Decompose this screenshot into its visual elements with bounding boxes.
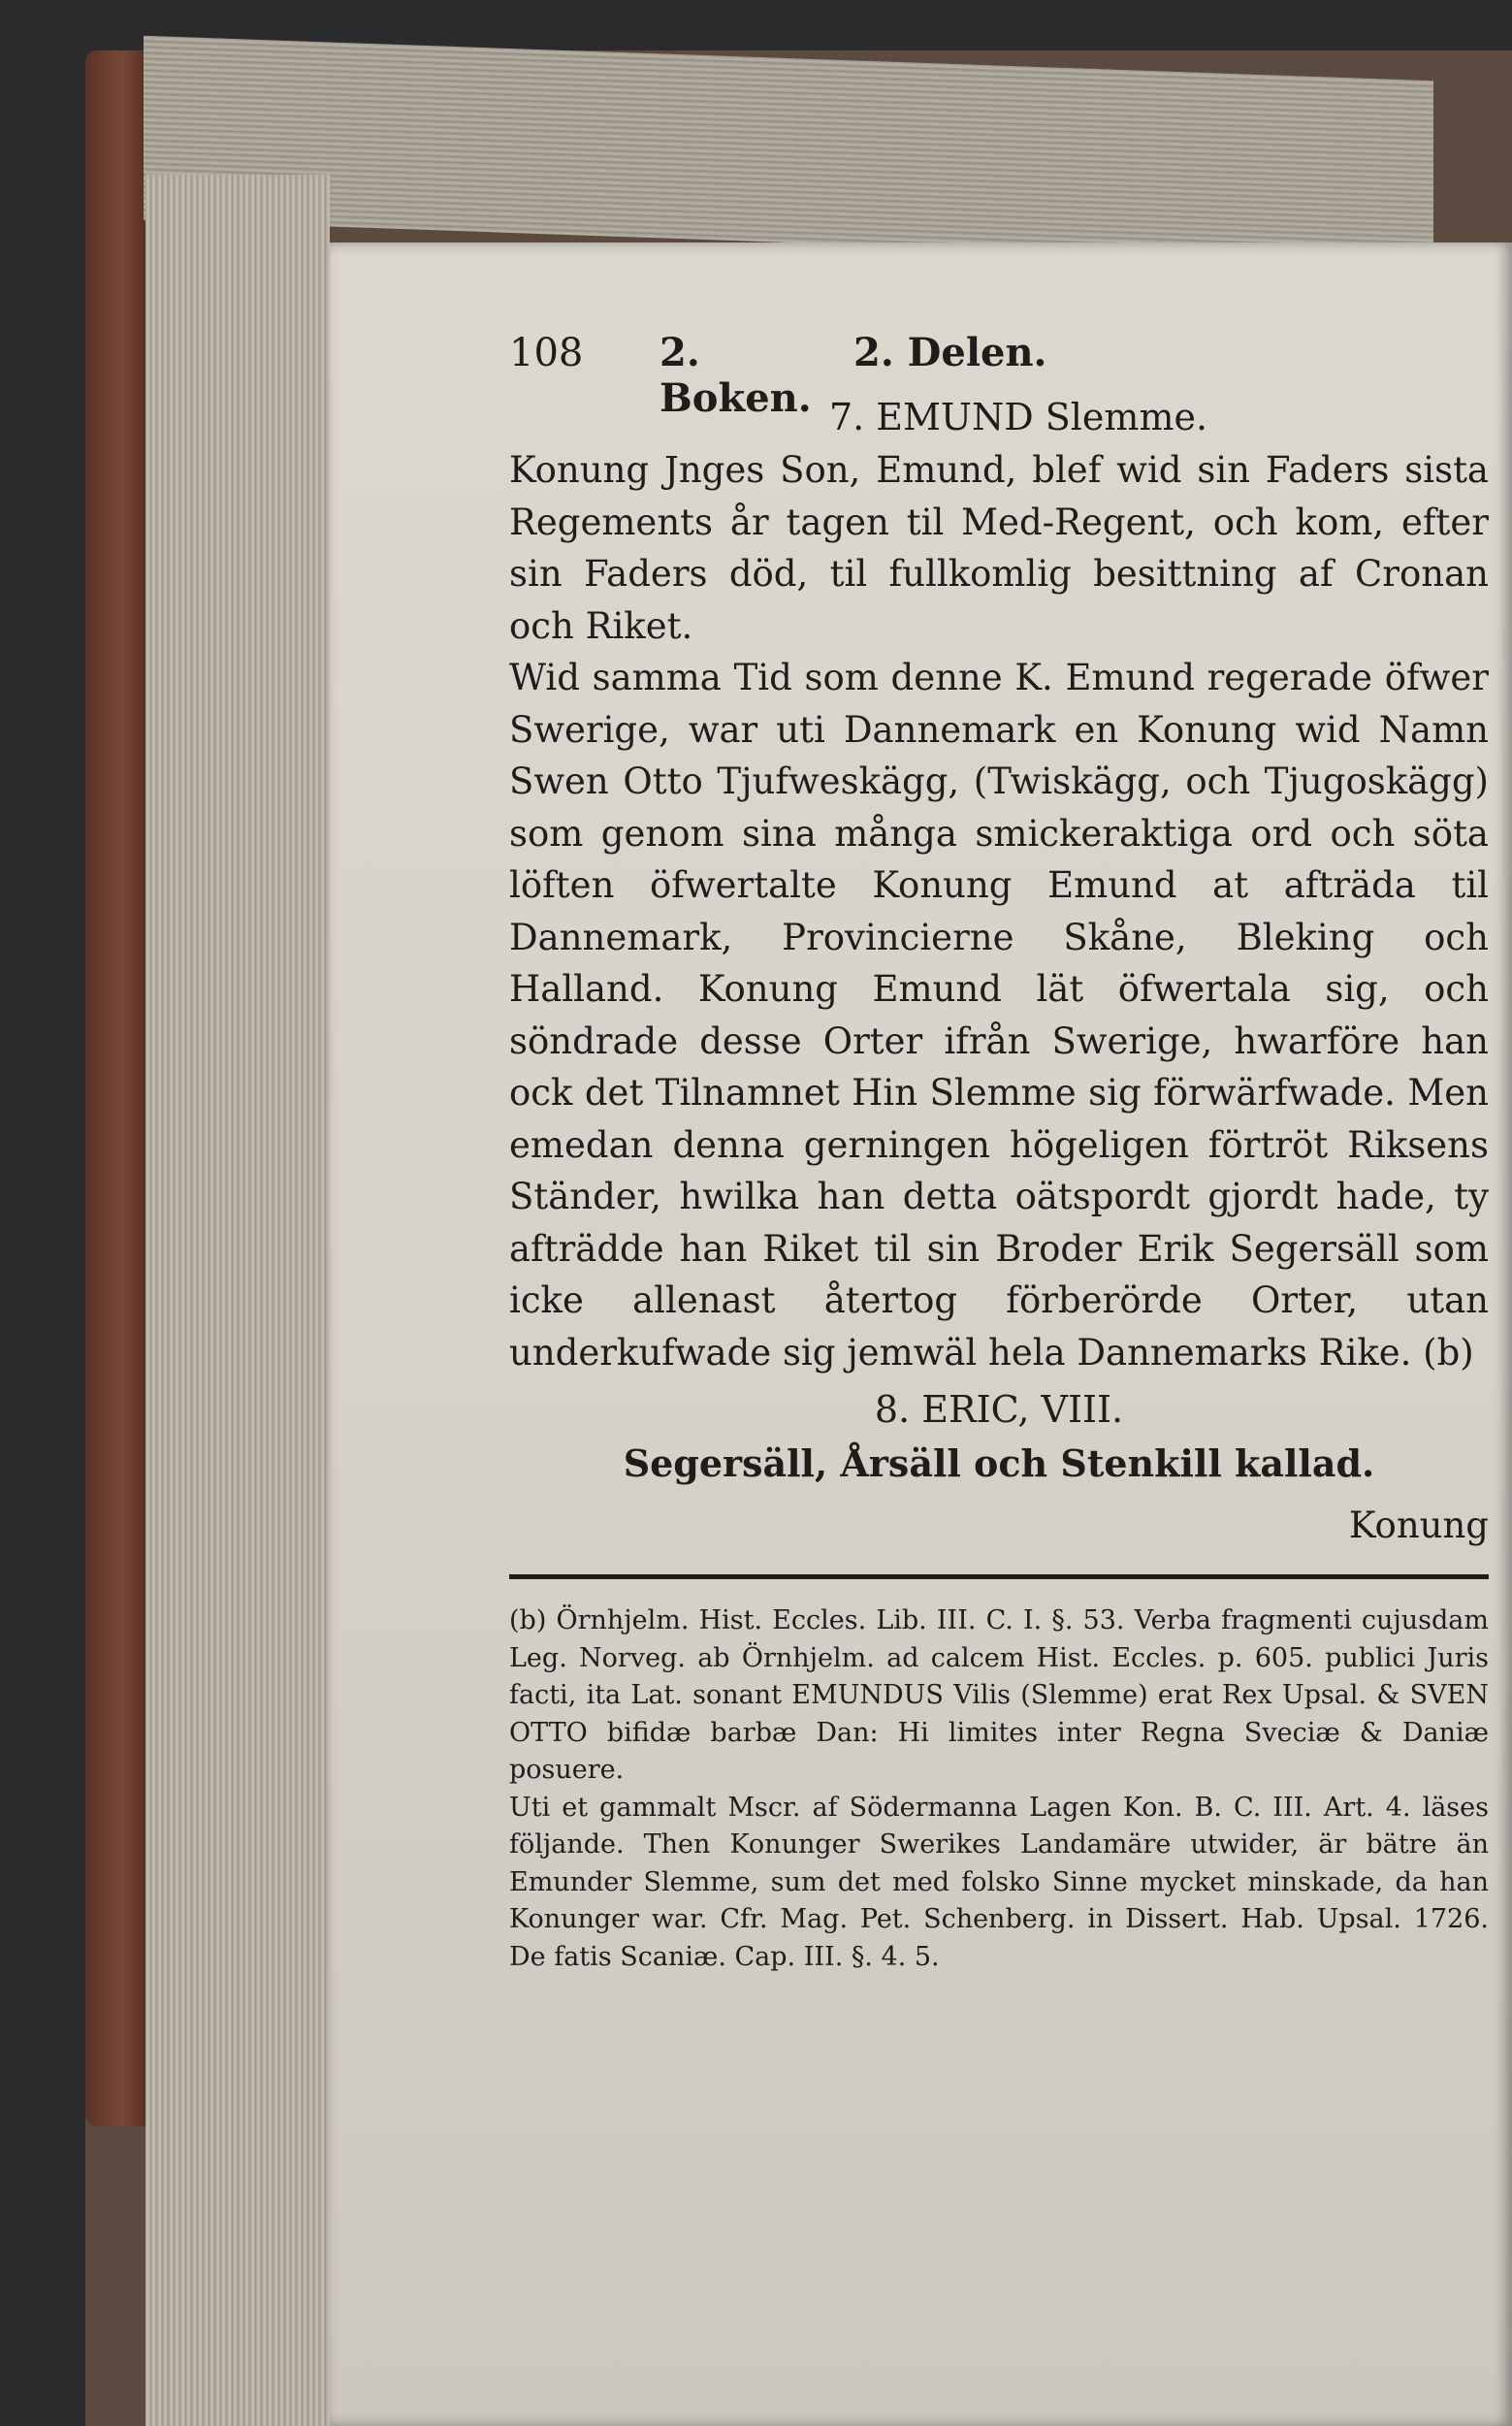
book-spine [85, 50, 153, 2126]
page-number: 108 [509, 331, 584, 375]
eric-heading: 8. ERIC, VIII. [874, 1388, 1124, 1431]
page-text [509, 330, 1489, 1976]
book-label: 2. Boken. [659, 330, 812, 421]
page-edges-left [145, 175, 330, 2426]
footnote-rule [509, 1574, 1489, 1579]
eric-subheading: Segersäll, Årsäll och Stenkill kallad. [623, 1441, 1375, 1485]
catchword: Konung [1348, 1504, 1489, 1546]
emund-heading: 7. EMUND Slemme. [828, 396, 1208, 438]
emund-body: Konung Jnges Son, Emund, blef wid sin Faders sista Regements år tagen til Med-Regent, och kom, efter sin Faders död, til fullkomlig besittning af Cronan och Riket. Wid samma Tid som denne K. Emund regerade öfwer Swerige, war uti Dannemark en Konung wid Namn Swen Otto Tjufweskägg, (Twiskägg, och Tjugoskägg) som genom sina många smickeraktiga ord och söta löften öfwertalte Konung Emund at afträda til Dannemark, Provincierne Skåne, Bleking och Halland. Konung Emund lät öfwertala sig, och söndrade desse Orter ifrån Swerige, hwarföre han ock det Tilnamnet Hin Slemme sig förwärfwade. Men emedan denna gerningen högeligen förtröt Riksens Ständer, hwilka han detta oätspordt gjordt hade, ty afträdde han Riket til sin Broder Erik Segersäll som icke allenast återtog förberörde Orter, utan underkufwade sig jemwäl hela Dannemarks Rike. (b) [509, 449, 1489, 1374]
part-label: 2. Delen. [853, 330, 1047, 375]
footnote-b: (b) Örnhjelm. Hist. Eccles. Lib. III. C. I. §. 53. Verba fragmenti cujusdam Leg. Norveg. ab Örnhjelm. ad calcem Hist. Eccles. p. 605. publici Juris facti, ita Lat. sonant EMUNDUS Vilis (Slemme) erat Rex Upsal. & SVEN OTTO bifidæ barbæ Dan: Hi limites inter Regna Sveciæ & Daniæ posuere. Uti et gammalt Mscr. af Södermanna Lagen Kon. B. C. III. Art. 4. läses följande. Then Konunger Swerikes Landamäre utwider, är bätre än Emunder Slemme, sum det med folsko Sinne mycket minskade, da han Konunger war. Cfr. Mag. Pet. Schenberg. in Dissert. Hab. Upsal. 1726. De fatis Scaniæ. Cap. III. §. 4. 5. [509, 1605, 1489, 1972]
